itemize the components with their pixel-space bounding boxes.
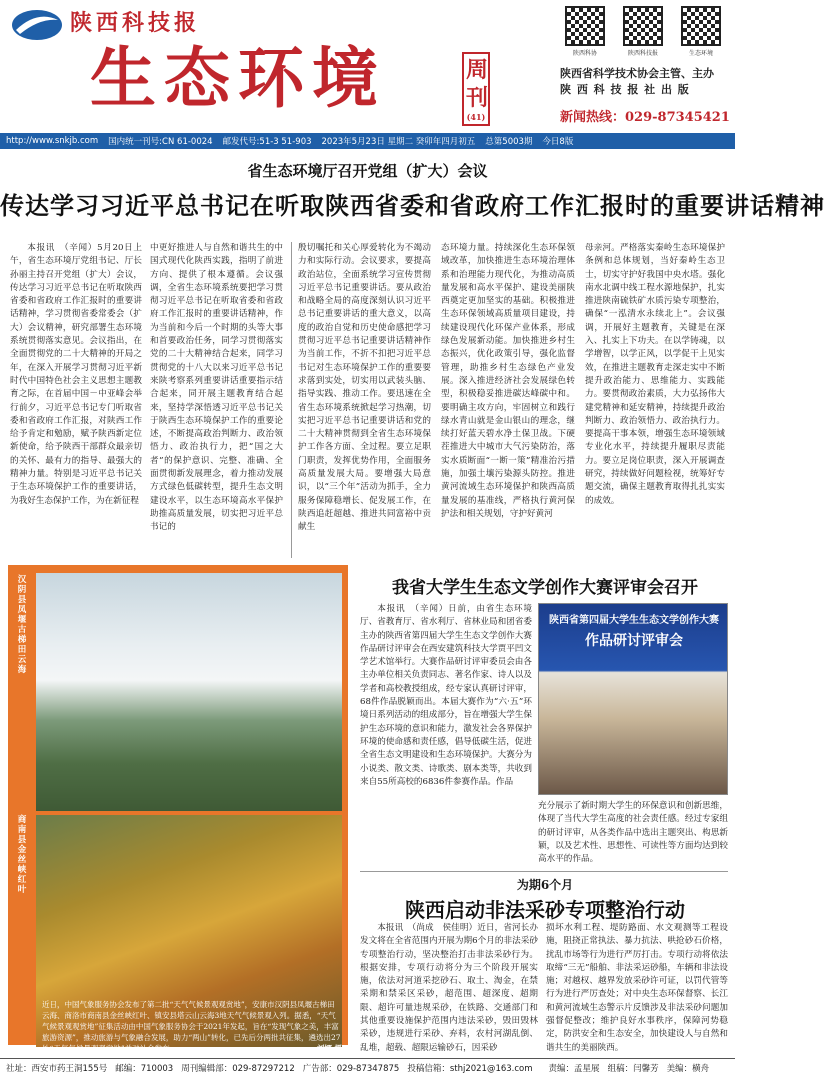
lead-kicker: 省生态环境厅召开党组（扩大）会议 bbox=[247, 162, 488, 180]
article-text: 本报讯 （尚成 侯佳明）近日，省河长办发文将在全省范围内开展为期6个月的非法采砂专项整治行动，坚决整治打击非法采砂行为。根据安排，专项行动将分为三个阶段开展实施，依法对河道采挖砂石、取土、淘金，在禁采期和禁采区采砂，超范围、超深度、超期限、超许可量违规采砂，在铁路、交通部门和其他重要设施保护范围内违法采砂，毁田毁林采砂，违规进行采砂、弃料，农村河湖乱倒、乱堆，超载、超限运输砂石，因采砂 bbox=[360, 923, 538, 1053]
paper-logo-icon bbox=[10, 8, 64, 42]
photo-caption-vertical: 汉阴县凤堰古梯田云海 bbox=[17, 575, 27, 675]
article3-column-2 bbox=[546, 922, 728, 1054]
qr-code-icon bbox=[565, 6, 605, 46]
article3-headline: 陕西启动非法采砂专项整治行动 bbox=[405, 898, 685, 922]
photo-caption bbox=[42, 999, 342, 1054]
article-text: 态环境力量。持续深化生态环保领域改革，加快推进生态环境治理体系和治理能力现代化，为推动高质量发展和高水平保护、建设美丽陕西奠定更加坚实的基础。积极推进生态环保领域高质量项目建设，持续建设现代化环保产业体系，形成绿色发展新动能。加快推进乡村生态振兴，优化政策引导，强化监督管理，助推乡村生态绿色产业发展。深入推进经济社会发展绿色转型，积极稳妥推进碳达峰碳中和。要明确主攻方向，牢固树立和践行绿水青山就是金山银山的理念，继续打好蓝天碧水净土保卫战。下硬茬推进大中城市大气污染防治，落实水质断面“一断一策”精准治污措施，加强土壤污染源头防控。推进黄河流域生态环境保护和陕西高质量发展的基准线，严格执行黄河保护法和相关规划，守护好黄河 bbox=[441, 243, 575, 519]
lead-column-3 bbox=[298, 242, 431, 560]
footer-email[interactable]: 投稿信箱：sthj2021@163.com bbox=[407, 1063, 533, 1074]
section-divider bbox=[360, 871, 728, 872]
news-hotline: 新闻热线：029-87345421 bbox=[560, 110, 730, 125]
lead-column-5 bbox=[585, 242, 725, 560]
weekly-issue: (41) bbox=[466, 112, 486, 122]
photo-credit: 刘娜 摄 bbox=[316, 1044, 342, 1053]
article-text: 本报讯 （辛闻）5月20日上午，省生态环境厅党组书记、厅长孙丽主持召开党组（扩大）会议，传达学习习近平总书记在听取陕西省委和省政府工作汇报时的重要讲话精神，学习贯彻省委常委会（扩大）会议精神，研究部署生态环境系统贯彻落实意见。会议指出，在全面贯彻党的二十大精神的开局之年，在深入开展学习贯彻习近平新时代中国特色社会主义思想主题教育之际，在首届中国－中亚峰会举行前夕，习近平总书记专门听取省委和省政府工作汇报，对陕西工作给予肯定和勉励，赋予陕西新定位新使命，给予陕西干部群众最亲切的关怀、最有力的指导、最强大的精神力量。特别是习近平总书记关于生态环境保护工作的重要讲话，为我好生态保护工作，为在新征程 bbox=[10, 243, 142, 506]
meeting-photo bbox=[538, 603, 728, 795]
photo-caption-vertical: 商南县金丝峡红叶 bbox=[17, 815, 27, 895]
page-footer bbox=[0, 1058, 735, 1076]
caption-text: 近日，中国气象服务协会发布了第二批“天气气候景观观赏地”，安康市汉阴县凤堰古梯田云海、商洛市商南县金丝峡红叶、镇安县塔云山云海3地天气气候景观入列。据悉，“天气气候景观观赏地”征集活动由中国气象服务协会于2021年发起，旨在“发现气象之美，丰富旅游资源”，推动旅游与气象融合发展，助力“两山”转化，已先后分两批共征集，遴选出27处“天气气候景观观赏地”并对社会发布。 bbox=[42, 1000, 341, 1053]
weekly-char: 周刊 bbox=[466, 57, 489, 111]
weekly-badge bbox=[462, 52, 490, 126]
host-line: 陕西省科学技术协会主管、主办 bbox=[560, 67, 714, 80]
footer-art: 美编：横舟 bbox=[666, 1063, 710, 1074]
issue-date: 2023年5月23日 星期二 癸卯年四月初五 bbox=[321, 137, 476, 147]
sea-of-clouds-photo bbox=[36, 573, 342, 811]
cn-number: 国内统一刊号:CN 61-0024 bbox=[108, 137, 213, 147]
qr-label: 陕西科协 bbox=[572, 50, 597, 57]
host-line: 陕 西 科 技 报 社 出 版 bbox=[560, 83, 690, 96]
website-link[interactable]: http://www.snkjb.com bbox=[6, 136, 99, 146]
info-bar bbox=[0, 133, 735, 149]
qr-label: 陕西科技报 bbox=[627, 50, 658, 57]
meeting-banner bbox=[547, 614, 721, 648]
footer-editor: 责编：孟星展 bbox=[548, 1063, 600, 1074]
banner-line: 陕西省第四届大学生生态文学创作大赛 bbox=[549, 615, 719, 626]
article-text: 母亲河。严格落实秦岭生态环境保护条例和总体规划，当好秦岭生态卫士，切实守护好我国中央水塔。强化南水北调中线工程水源地保护，扎实推进陕南硫铁矿水质污染专项整治，确保“一泓清水永续北上”。会议强调，开展好主题教育，关键是在深入、扎实上下功夫。在以学铸魂，以学增智，以学正风，以学促干上见实效，在推进主题教育走深走实中不断提升政治能力、思维能力、实践能力。要贯彻政治素质，大力弘扬伟大建党精神和延安精神，持续提升政治判断力、政治领悟力、政治执行力。要提高干事本领，增强生态环境领域专业化水平，持续提升履职尽责能力。要立足岗位职责，深入开展调查研究，持续做好问题检视，统筹好专题交流，确保主题教育取得扎扎实实的成效。 bbox=[585, 243, 725, 506]
article-text: 充分展示了新时期大学生的环保意识和创新思维，体现了当代大学生高度的社会责任感。经过专家组的研讨评审，从各类作品中选出主题突出、构思新颖，以及艺术性、思想性、可读性等方面均达到较高水平的作品。 bbox=[538, 801, 728, 865]
lead-column-2 bbox=[150, 242, 283, 560]
article-text: 本报讯 （辛闻）日前，由省生态环境厅、省教育厅、省水利厅、省林业局和团省委主办的陕西省第四届大学生生态文学创作大赛作品研讨评审会在西安建筑科技大学贾平凹文学艺术馆举行。大赛作品研讨评审委员会由各主办单位相关负责同志、著名作家、诗人以及学者和高校教授组成，经专家认真研讨评审，68件作品脱颖而出。本届大赛作为“六·五”环境日系列活动的组成部分，旨在增强大学生保护生态环境的意识和能力，激发社会各界保护环境的使命感和责任感，倡导低碳生活，促进全省生态文明建设和生态环境保护。大赛分为小说类、散文类、诗歌类、剧本类等，共收到来自55所高校的6836件参赛作品。作品 bbox=[360, 604, 532, 787]
paper-name: 陕西科技报 bbox=[70, 10, 201, 36]
article3-column-1 bbox=[360, 922, 538, 1054]
article2-headline: 我省大学生生态文学创作大赛评审会召开 bbox=[392, 578, 698, 598]
lead-headline: 传达学习习近平总书记在听取陕西省委和省政府工作汇报时的重要讲话精神 bbox=[0, 191, 825, 220]
column-divider bbox=[291, 242, 292, 558]
qr-code-icon bbox=[623, 6, 663, 46]
qr-label: 生态环境 bbox=[688, 50, 713, 57]
lead-column-4 bbox=[441, 242, 575, 560]
section-title: 生态环境 bbox=[90, 39, 386, 117]
article3-kicker: 为期6个月 bbox=[516, 878, 574, 892]
footer-ad: 广告部：029-87347875 bbox=[302, 1063, 400, 1074]
lead-column-1 bbox=[10, 242, 142, 560]
article-text: 损坏水利工程、堤防路面、水文观测等工程设施，阻挠正常执法、暴力抗法、哄抢砂石价格，扰乱市场等行为进行严厉打击。专项行动将依法取缔“三无”船舶、非法采运砂船，车辆和非法设施；对越权、越界发放采砂许可证，以罚代管等行为进行严厉查处；对中央生态环保督察、长江和黄河流域生态警示片反馈涉及非法采砂问题加强督促整改；维护良好水事秩序，保障河势稳定，防洪安全和生态安全，加快建设人与自然和谐共生的美丽陕西。 bbox=[546, 923, 728, 1053]
masthead bbox=[0, 0, 735, 132]
photo-panel bbox=[8, 565, 348, 1053]
footer-editorial: 周刊编辑部：029-87297212 bbox=[181, 1063, 295, 1074]
publisher-info bbox=[560, 66, 730, 98]
article2-column-2 bbox=[538, 800, 728, 870]
article-text: 中更好推进人与自然和谐共生的中国式现代化陕西实践，指明了前进方向、提供了根本遵循。会议强调，全省生态环境系统要把学习贯彻习近平总书记在听取省委和省政府工作汇报时的重要讲话精神，作为当前和今后一个时期的头等大事和首要政治任务，同学习贯彻落实党的二十大精神结合起来，同学习贯彻党的十八大以来习近平总书记来陕考察系列重要讲话重要指示结合起来，同开展主题教育结合起来，坚持学深悟透习近平总书记关于陕西生态环境保护工作的重要论述，不断提高政治判断力、政治领悟力、政治执行力，把“国之大者”的保护意识、完整、准确、全面贯彻新发展理念，着力推动发展方式绿色低碳转型，提升生态文明建设水平，以生态环境高水平保护助推高质量发展，切实把习近平总书记的 bbox=[150, 243, 283, 533]
article-text: 殷切嘱托和关心厚爱转化为不竭动力和实际行动。会议要求，要提高政治站位，全面系统学习宣传贯彻习近平总书记重要讲话。要从政治和战略全局的高度深刻认识习近平总书记重要讲话的重大意义，以高度的政治自觉和历史使命感把学习贯彻习近平总书记重要讲话精神作为当前工作，不折不扣把习近平总书记对生态环境保护工作的重要要求落到实处，切实用以武装头脑、指导实践、推动工作。要迅速在全省生态环境系统掀起学习热潮，切实把习近平总书记重要讲话和党的二十大精神贯彻到全省生态环境保护工作各方面、全过程。要立足职门职责，发挥优势作用，全面服务高质量发展大局。要增强大局意识，以“三个年”活动为抓手，全力服务保障稳增长、促发展工作，在陕西追赶超越、推进共同富裕中贡献生 bbox=[298, 243, 431, 533]
page-count: 今日8版 bbox=[542, 137, 574, 147]
banner-line: 作品研讨评审会 bbox=[585, 633, 683, 649]
qr-code-icon bbox=[681, 6, 721, 46]
postal-code: 邮发代号:51-3 51-903 bbox=[222, 137, 312, 147]
footer-address: 社址：西安市药王洞155号 bbox=[6, 1063, 108, 1074]
total-issue: 总第5003期 bbox=[485, 137, 533, 147]
footer-postcode: 邮编：710003 bbox=[115, 1063, 174, 1074]
footer-layout: 组稿：闫馨芳 bbox=[607, 1063, 659, 1074]
article2-column-1 bbox=[360, 603, 532, 868]
